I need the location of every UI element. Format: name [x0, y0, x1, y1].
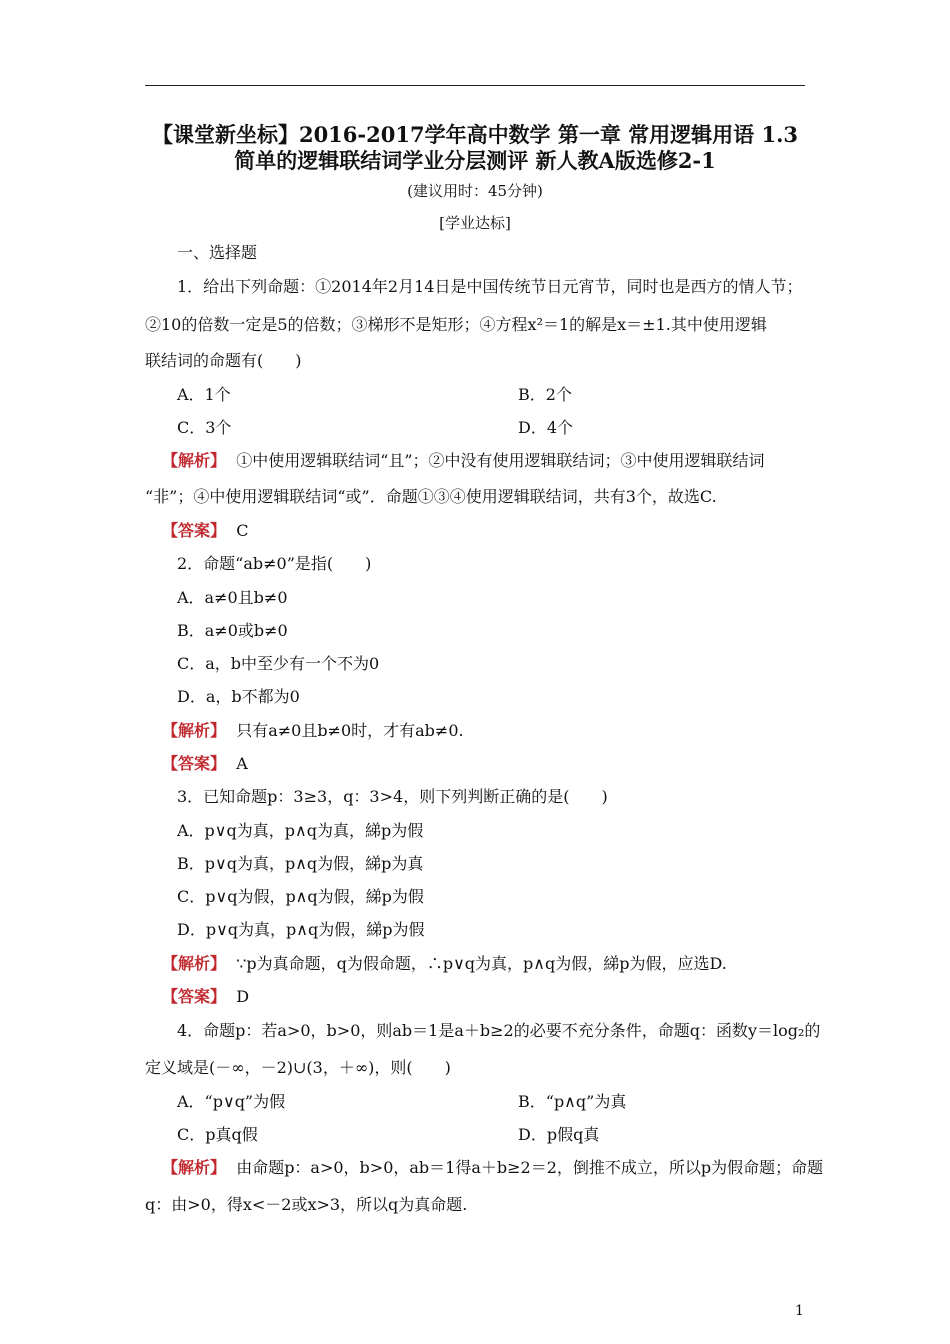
q4-stem-line1: 4．命题p：若a>0，b>0，则ab＝1是a＋b≥2的必要不充分条件，命题q：函数y＝log₂的	[177, 1021, 821, 1040]
q3-answer: D	[236, 987, 250, 1006]
q2-analysis-line	[162, 720, 824, 742]
q1-answer-line	[162, 520, 824, 542]
q3-analysis-line	[162, 953, 824, 975]
q4-stem-line2: 定义域是(－∞，－2)∪(3，＋∞)，则( )	[145, 1058, 451, 1077]
q3-option-b: B．p∨q为真，p∧q为假，綈p为真	[177, 854, 424, 873]
answer-label: 【答案】	[162, 987, 227, 1006]
top-rule	[145, 85, 805, 86]
analysis-label: 【解析】	[162, 451, 227, 470]
q1-option-c: C．3个	[177, 418, 232, 437]
q1-stem-line3: 联结词的命题有( )	[145, 351, 302, 370]
time-note: (建议用时：45分钟)	[407, 182, 543, 200]
q3-analysis-text: ∵p为真命题，q为假命题，∴p∨q为真，p∧q为假，綈p为假，应选D.	[236, 954, 727, 973]
q2-analysis-text: 只有a≠0且b≠0时，才有ab≠0.	[236, 721, 464, 740]
q3-option-c: C．p∨q为假，p∧q为假，綈p为假	[177, 887, 424, 906]
q4-option-d: D．p假q真	[518, 1125, 600, 1144]
q1-analysis-line1	[162, 450, 824, 472]
section-heading: 一、选择题	[177, 243, 258, 262]
analysis-label: 【解析】	[162, 954, 227, 973]
q1-analysis-text: ①中使用逻辑联结词“且”；②中没有使用逻辑联结词；③中使用逻辑联结词	[236, 451, 765, 470]
q4-option-a: A．“p∨q”为假	[177, 1092, 286, 1111]
level-heading: [学业达标]	[439, 214, 511, 232]
q1-analysis-line2: “非”；④中使用逻辑联结词“或”．命题①③④使用逻辑联结词，共有3个，故选C.	[145, 487, 717, 506]
q1-option-d: D．4个	[518, 418, 574, 437]
page-number: 1	[795, 1303, 804, 1319]
q2-option-a: A．a≠0且b≠0	[177, 588, 288, 607]
q1-option-b: B．2个	[518, 385, 572, 404]
q2-answer: A	[236, 754, 248, 773]
q3-option-a: A．p∨q为真，p∧q为真，綈p为假	[177, 821, 424, 840]
q2-option-d: D．a，b不都为0	[177, 687, 300, 706]
q3-answer-line	[162, 986, 824, 1008]
q2-option-b: B．a≠0或b≠0	[177, 621, 288, 640]
q4-analysis-line2: q：由>0，得x<－2或x>3，所以q为真命题.	[145, 1195, 468, 1214]
q4-analysis-text: 由命题p：a>0，b>0，ab＝1得a＋b≥2＝2，倒推不成立，所以p为假命题；命题	[236, 1158, 824, 1177]
q1-answer: C	[236, 521, 249, 540]
analysis-label: 【解析】	[162, 721, 227, 740]
q1-stem-line1: 1．给出下列命题：①2014年2月14日是中国传统节日元宵节，同时也是西方的情人节；	[177, 277, 803, 296]
q4-option-b: B．“p∧q”为真	[518, 1092, 627, 1111]
q4-analysis-line1	[162, 1157, 824, 1179]
q4-option-c: C．p真q假	[177, 1125, 258, 1144]
doc-title-line1: 【课堂新坐标】2016-2017学年高中数学 第一章 常用逻辑用语 1.3	[151, 122, 799, 147]
answer-label: 【答案】	[162, 521, 227, 540]
q3-option-d: D．p∨q为真，p∧q为假，綈p为假	[177, 920, 425, 939]
q1-option-a: A．1个	[177, 385, 231, 404]
doc-title-line2: 简单的逻辑联结词学业分层测评 新人教A版选修2-1	[234, 148, 716, 173]
answer-label: 【答案】	[162, 754, 227, 773]
q2-stem: 2．命题“ab≠0”是指( )	[177, 554, 372, 573]
analysis-label: 【解析】	[162, 1158, 227, 1177]
q1-stem-line2: ②10的倍数一定是5的倍数；③梯形不是矩形；④方程x²＝1的解是x＝±1.其中使用逻辑	[145, 315, 767, 334]
q3-stem: 3．已知命题p：3≥3，q：3>4，则下列判断正确的是( )	[177, 787, 608, 806]
q2-option-c: C．a，b中至少有一个不为0	[177, 654, 380, 673]
q2-answer-line	[162, 753, 824, 775]
